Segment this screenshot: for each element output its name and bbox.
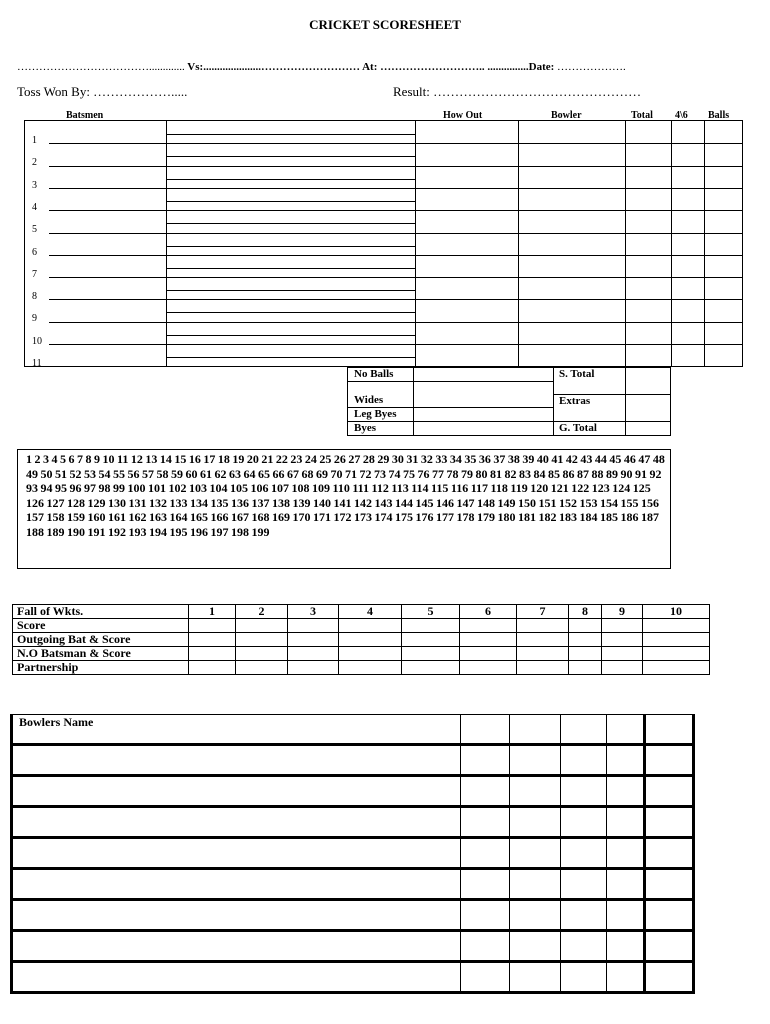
batsman-subline (167, 312, 415, 313)
batting-row-number: 6 (32, 247, 37, 258)
batting-row-number: 9 (32, 313, 37, 324)
no-balls-label: No Balls (354, 368, 394, 380)
bowler-row (12, 807, 694, 838)
batsman-subline (167, 134, 415, 135)
batting-row-divider (49, 255, 742, 256)
s-total-label: S. Total (559, 368, 595, 380)
bowler-stat-cell[interactable] (645, 745, 694, 776)
bowler-stat-cell[interactable] (645, 900, 694, 931)
byes-label: Byes (354, 422, 376, 434)
fow-cell[interactable] (602, 633, 643, 647)
fow-cell[interactable] (402, 661, 460, 675)
fow-cell[interactable] (189, 619, 236, 633)
bowler-stat-cell[interactable] (510, 931, 561, 962)
bowler-name-cell[interactable] (12, 931, 461, 962)
bowler-stat-cell[interactable] (561, 807, 607, 838)
leg-byes-field[interactable] (414, 408, 553, 421)
fow-col-2: 2 (236, 605, 288, 619)
fow-cell[interactable] (288, 661, 339, 675)
ball-count-numbers: 1 2 3 4 5 6 7 8 9 10 11 12 13 14 15 16 17 18 19 20 21 22 23 24 25 26 27 28 29 30 31 32 33 34 35 36 37 38 39 40 41 42 43 44 45 46 47 48 49 50 51 52 53 54 55 56 57 58 59 60 61 62 63 64 65 66 67 68 69 70 71 72 73 74 75 76 77 78 79 80 81 82 83 84 85 86 87 88 89 90 91 92 93 94 95 96 97 98 99 100 101 102 103 104 105 106 107 108 109 110 111 112 113 114 115 116 117 118 119 120 121 122 123 124 125 126 127 128 129 130 131 132 133 134 135 136 137 138 139 140 141 142 143 144 145 146 147 148 149 150 151 152 153 154 155 156 157 158 159 160 161 162 163 164 165 166 167 168 169 170 171 172 173 174 175 176 177 178 179 180 181 182 183 184 185 186 187 188 189 190 191 192 193 194 195 196 197 198 199 (26, 452, 665, 539)
bowler-row (12, 838, 694, 869)
fow-cell[interactable] (339, 647, 402, 661)
fow-cell[interactable] (189, 647, 236, 661)
bowler-row (12, 900, 694, 931)
bowler-name-cell[interactable] (12, 807, 461, 838)
bowler-stat-cell[interactable] (510, 807, 561, 838)
bowler-stat-cell[interactable] (607, 807, 645, 838)
fow-cell[interactable] (517, 619, 569, 633)
batting-row-divider (49, 344, 742, 345)
toss-won-by-field[interactable]: Toss Won By: ………………..... (17, 84, 188, 99)
batting-row-divider (49, 322, 742, 323)
bowler-stat-cell[interactable] (607, 900, 645, 931)
batting-table[interactable] (24, 120, 743, 367)
no-balls-field[interactable] (414, 368, 553, 381)
batting-row-number: 8 (32, 291, 37, 302)
fow-cell[interactable] (460, 661, 517, 675)
bowler-stat-cell[interactable] (645, 962, 694, 993)
fow-cell[interactable] (569, 661, 602, 675)
bowler-stat-cell[interactable] (461, 962, 510, 993)
byes-field[interactable] (414, 422, 553, 435)
extras-field[interactable] (626, 395, 670, 421)
bowler-stat-cell[interactable] (607, 931, 645, 962)
batsman-subline (167, 246, 415, 247)
bowler-stat-cell[interactable] (607, 962, 645, 993)
batsman-subline (167, 357, 415, 358)
fow-cell[interactable] (569, 619, 602, 633)
match-details-line (17, 61, 626, 73)
bowler-stat-cell[interactable] (510, 869, 561, 900)
fow-cell[interactable] (189, 633, 236, 647)
bowler-stat-cell[interactable] (510, 776, 561, 807)
batsman-subline (167, 223, 415, 224)
extras-label: Extras (559, 395, 591, 407)
bowler-stat-cell[interactable] (461, 807, 510, 838)
bowler-stat-cell[interactable] (561, 931, 607, 962)
header-fours-sixes: 4\6 (675, 110, 688, 121)
bowler-stat-cell[interactable] (461, 900, 510, 931)
header-bowler: Bowler (551, 110, 582, 121)
bowler-row (12, 931, 694, 962)
bowler-stat-cell[interactable] (561, 715, 607, 745)
bowler-stat-cell[interactable] (510, 745, 561, 776)
page-title: CRICKET SCORESHEET (309, 17, 461, 32)
fow-cell[interactable] (460, 633, 517, 647)
date-label: Date: (528, 61, 555, 73)
batting-row-divider (49, 299, 742, 300)
fow-cell[interactable] (602, 647, 643, 661)
fow-col-7: 7 (517, 605, 569, 619)
wides-field[interactable] (414, 382, 553, 407)
batting-row-number: 2 (32, 157, 37, 168)
bowler-stat-cell[interactable] (510, 900, 561, 931)
fow-row-partnership (13, 661, 710, 675)
bowler-stat-cell[interactable] (645, 931, 694, 962)
fow-col-6: 6 (460, 605, 517, 619)
g-total-field[interactable] (626, 422, 670, 435)
date-field[interactable]: ………………. (554, 61, 626, 73)
bowler-stat-cell[interactable] (607, 869, 645, 900)
bowler-stat-cell[interactable] (561, 776, 607, 807)
fow-cell[interactable] (402, 647, 460, 661)
fow-row-outgoing (13, 633, 710, 647)
fow-col-9: 9 (602, 605, 643, 619)
bowler-row (12, 869, 694, 900)
bowler-row (12, 962, 694, 993)
fow-cell[interactable] (402, 619, 460, 633)
fow-row-not-out (13, 647, 710, 661)
bowler-stat-cell[interactable] (561, 838, 607, 869)
fow-cell[interactable] (602, 619, 643, 633)
bowler-row (12, 745, 694, 776)
ball-count-box[interactable] (17, 449, 671, 569)
bowler-stat-cell[interactable] (510, 962, 561, 993)
bowler-name-cell[interactable] (12, 745, 461, 776)
s-total-field[interactable] (626, 368, 670, 394)
batting-row-divider (49, 277, 742, 278)
at-label: At: (359, 61, 381, 73)
fow-cell[interactable] (460, 647, 517, 661)
fow-cell[interactable] (460, 619, 517, 633)
fow-cell[interactable] (288, 647, 339, 661)
fow-row-label: Score (13, 619, 189, 633)
vs-label: Vs: (184, 61, 204, 73)
fow-cell[interactable] (339, 619, 402, 633)
bowler-stat-cell[interactable] (561, 869, 607, 900)
bowler-stat-cell[interactable] (561, 962, 607, 993)
fow-col-8: 8 (569, 605, 602, 619)
batsman-subline (167, 156, 415, 157)
fow-cell[interactable] (288, 633, 339, 647)
batsman-subline (167, 179, 415, 180)
fow-col-5: 5 (402, 605, 460, 619)
fow-cell[interactable] (643, 633, 710, 647)
batting-row-number: 3 (32, 180, 37, 191)
header-batsmen: Batsmen (66, 110, 104, 121)
result-field[interactable]: Result: ………………………………………… (393, 84, 642, 99)
bowler-stat-cell[interactable] (607, 745, 645, 776)
bowler-stat-cell[interactable] (461, 745, 510, 776)
bowler-stat-cell[interactable] (607, 776, 645, 807)
header-total: Total (631, 110, 653, 121)
bowler-name-cell[interactable] (12, 869, 461, 900)
bowler-stat-cell[interactable] (645, 807, 694, 838)
leg-byes-label: Leg Byes (354, 408, 397, 420)
venue-field[interactable]: ……………………….. ............... (380, 61, 529, 73)
wides-label: Wides (354, 394, 384, 406)
bowler-name-cell[interactable] (12, 776, 461, 807)
batting-row-divider (49, 233, 742, 234)
bowler-stat-cell[interactable] (561, 745, 607, 776)
bowler-stat-cell[interactable] (461, 931, 510, 962)
fow-cell[interactable] (236, 619, 288, 633)
batting-row-divider (49, 210, 742, 211)
batting-row-number: 10 (32, 336, 42, 347)
bowlers-name-header: Bowlers Name (12, 715, 461, 745)
fow-col-10: 10 (643, 605, 710, 619)
bowler-stat-cell[interactable] (607, 838, 645, 869)
fow-cell[interactable] (236, 633, 288, 647)
header-balls: Balls (708, 110, 730, 121)
bowler-stat-cell[interactable] (645, 869, 694, 900)
bowler-stat-cell[interactable] (561, 900, 607, 931)
fow-row-score (13, 619, 710, 633)
fow-row-label: Outgoing Bat & Score (13, 633, 189, 647)
batting-row-divider (49, 188, 742, 189)
batting-row-number: 1 (32, 135, 37, 146)
batsman-subline (167, 268, 415, 269)
bowler-stat-cell[interactable] (461, 869, 510, 900)
bowler-stat-cell[interactable] (510, 838, 561, 869)
bowler-name-cell[interactable] (12, 900, 461, 931)
batting-row-number: 7 (32, 269, 37, 280)
batting-row-number: 11 (32, 358, 42, 369)
fall-of-wickets-table (12, 604, 710, 675)
batting-row-number: 5 (32, 224, 37, 235)
fow-cell[interactable] (569, 633, 602, 647)
fow-cell[interactable] (643, 661, 710, 675)
bowler-stat-cell[interactable] (461, 776, 510, 807)
fow-cell[interactable] (339, 633, 402, 647)
bowler-stat-cell[interactable] (510, 715, 561, 745)
bowlers-table (10, 714, 695, 994)
fow-row-label: N.O Batsman & Score (13, 647, 189, 661)
batting-row-number: 4 (32, 202, 37, 213)
team-2-field[interactable]: .....................……………………… (203, 61, 360, 73)
batsman-subline (167, 201, 415, 202)
fow-cell[interactable] (569, 647, 602, 661)
fow-row-label: Partnership (13, 661, 189, 675)
batting-row-divider (49, 143, 742, 144)
bowler-name-cell[interactable] (12, 838, 461, 869)
batsman-subline (167, 290, 415, 291)
bowlers-header-row (12, 715, 694, 745)
fow-cell[interactable] (189, 661, 236, 675)
fow-col-4: 4 (339, 605, 402, 619)
bowler-row (12, 776, 694, 807)
fow-col-3: 3 (288, 605, 339, 619)
bowler-stat-cell[interactable] (645, 776, 694, 807)
fow-col-1: 1 (189, 605, 236, 619)
fow-cell[interactable] (339, 661, 402, 675)
batsman-subline (167, 335, 415, 336)
fow-cell[interactable] (288, 619, 339, 633)
bowler-name-cell[interactable] (12, 962, 461, 993)
g-total-label: G. Total (559, 422, 597, 434)
fow-cell[interactable] (517, 633, 569, 647)
fow-cell[interactable] (643, 647, 710, 661)
fow-cell[interactable] (643, 619, 710, 633)
bowler-stat-cell[interactable] (607, 715, 645, 745)
bowler-stat-cell[interactable] (461, 838, 510, 869)
fow-cell[interactable] (236, 647, 288, 661)
fow-header: Fall of Wkts. (13, 605, 189, 619)
header-how-out: How Out (443, 110, 483, 121)
fow-cell[interactable] (517, 661, 569, 675)
fow-cell[interactable] (402, 633, 460, 647)
fow-cell[interactable] (236, 661, 288, 675)
batting-row-divider (49, 166, 742, 167)
bowler-stat-cell[interactable] (645, 715, 694, 745)
bowler-stat-cell[interactable] (645, 838, 694, 869)
fow-cell[interactable] (517, 647, 569, 661)
extras-panel (347, 367, 671, 436)
team-1-field[interactable]: ………………………………............. (17, 61, 185, 73)
fow-cell[interactable] (602, 661, 643, 675)
bowler-stat-cell[interactable] (461, 715, 510, 745)
